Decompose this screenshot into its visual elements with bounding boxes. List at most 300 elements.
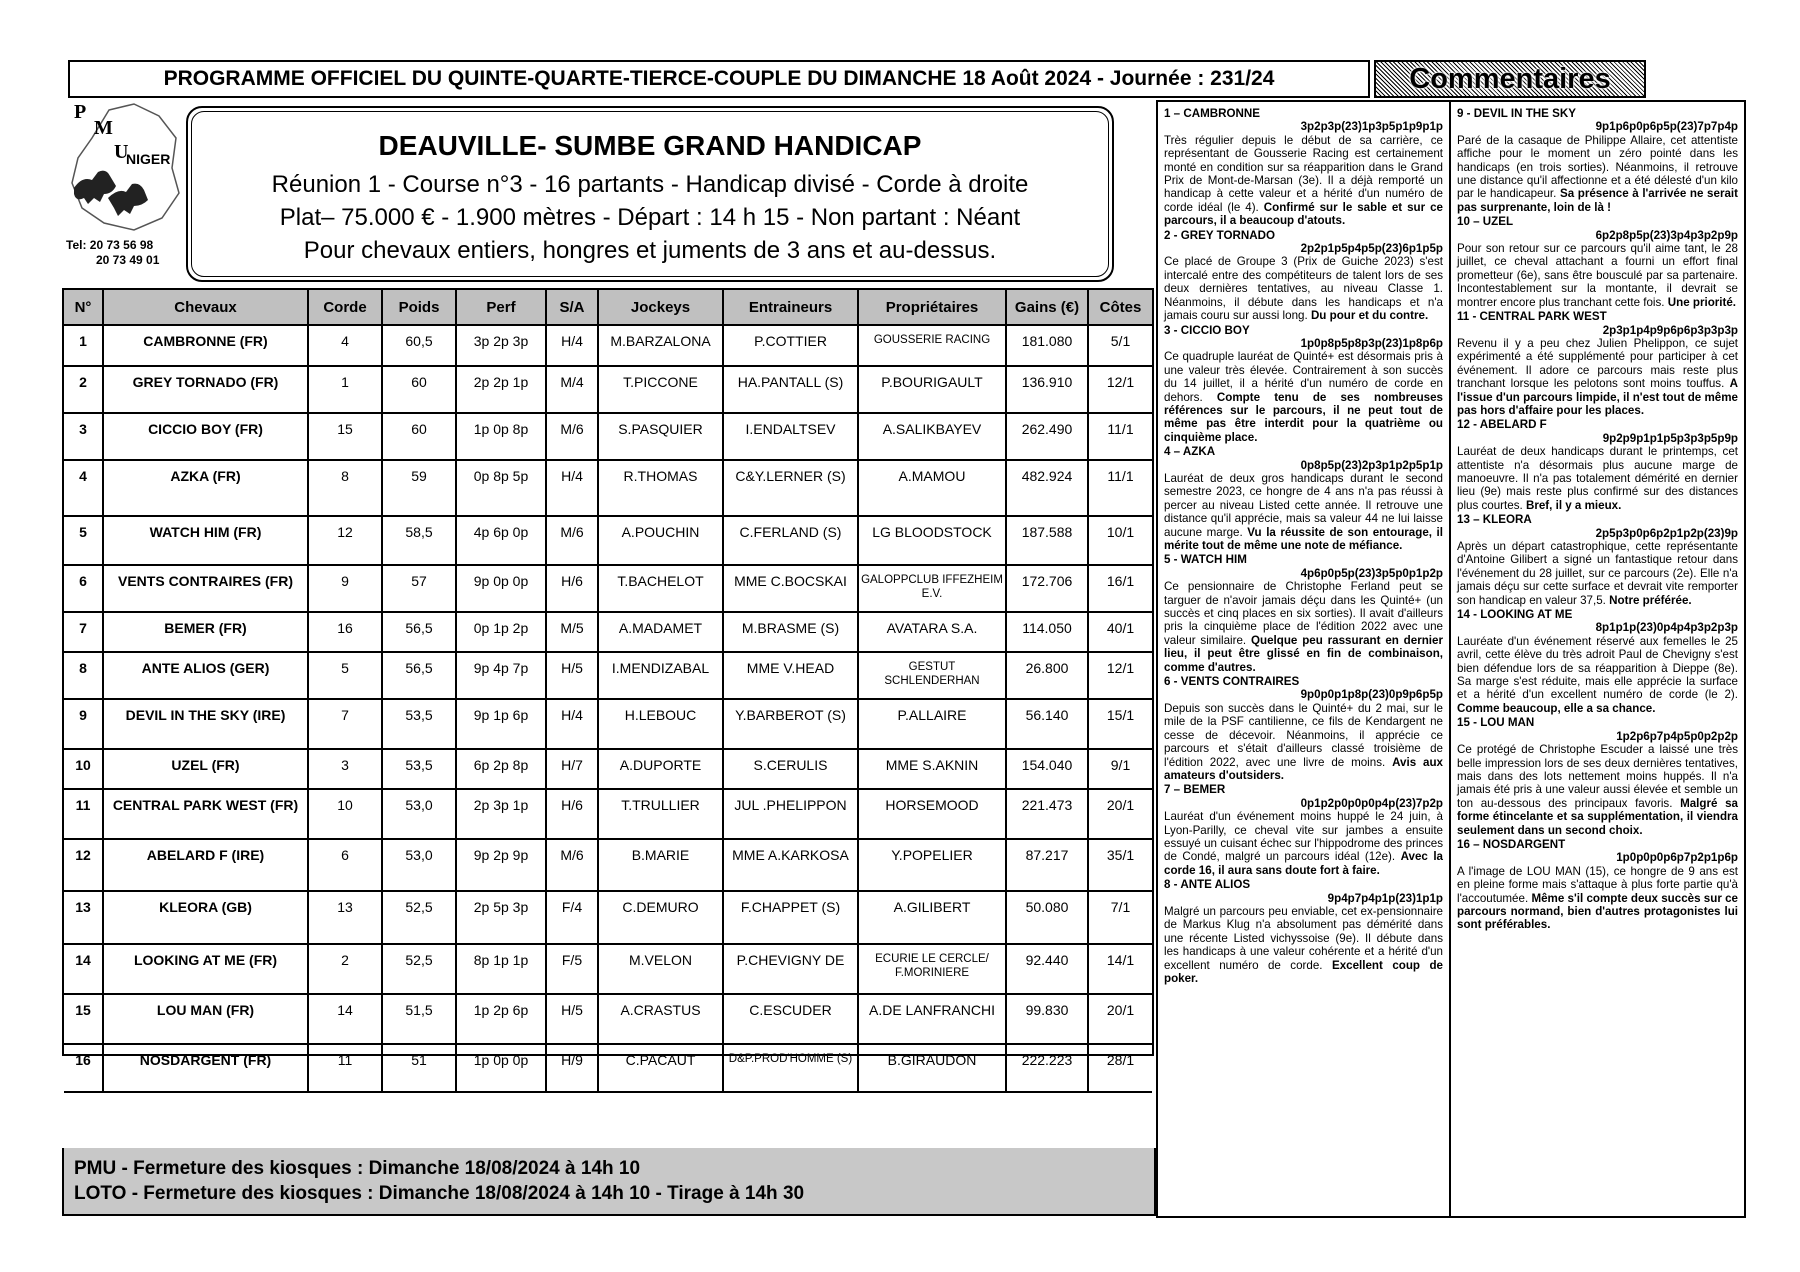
comment-body: Très régulier depuis le début de sa carrière, ce représentant de Gousserie Racing est certainement monté en condition sur sa réapparition dans le Grand Prix de Mont-de-Marsan (3e). Il a déjà remporté un handicap à cette valeur et a hérité d'un numéro de corde idéal (le 4). — [1164, 133, 1443, 214]
table-cell: P.ALLAIRE — [859, 700, 1007, 750]
table-cell: 10 — [309, 790, 383, 840]
comment-text — [1457, 635, 1738, 715]
table-cell: 2p 5p 3p — [457, 892, 547, 945]
table-cell: 9p 2p 9p — [457, 840, 547, 892]
table-cell: A.MAMOU — [859, 461, 1007, 517]
table-header-row — [64, 290, 1152, 326]
column-header: Jockeys — [599, 290, 724, 326]
table-cell: H/9 — [547, 1045, 599, 1093]
table-cell: M.BARZALONA — [599, 326, 724, 367]
table-cell: S.CERULIS — [724, 750, 859, 790]
column-header: Côtes — [1089, 290, 1152, 326]
comment-verdict: Malgré sa forme étincelante et sa supplémentation, il viendra seulement dans un second choix. — [1457, 796, 1738, 837]
table-cell: DEVIL IN THE SKY (IRE) — [104, 700, 309, 750]
table-cell: 6 — [64, 566, 104, 613]
table-cell: F/4 — [547, 892, 599, 945]
table-cell: Y.POPELIER — [859, 840, 1007, 892]
table-cell: AZKA (FR) — [104, 461, 309, 517]
table-cell: 92.440 — [1007, 945, 1089, 995]
table-cell: 2p 3p 1p — [457, 790, 547, 840]
table-row — [64, 945, 1152, 995]
table-cell: 7 — [309, 700, 383, 750]
table-cell: 26.800 — [1007, 653, 1089, 700]
table-cell: A.SALIKBAYEV — [859, 414, 1007, 461]
table-cell: 52,5 — [383, 945, 457, 995]
table-cell: C.ESCUDER — [724, 995, 859, 1045]
table-cell: 6p 2p 8p — [457, 750, 547, 790]
table-cell: 40/1 — [1089, 613, 1152, 653]
table-cell: 3 — [309, 750, 383, 790]
comment-body: Après un départ catastrophique, cette représentante d'Antoine Gilibert a signé un fantastique retour dans l'événement du 28 juillet, sur ce parcours (2e). Elle n'a jamais déçu sur cette surface et devrait vite remporter son handicap en valeur 37,5. — [1457, 540, 1738, 607]
comment-body: Ce pensionnaire de Christophe Ferland peut se targuer de n'avoir jamais déçu dans les Quinté+ (un succès et cinq places en six sorties). Il avait d'ailleurs pris la cinquième place de l'édition 2022 avec une valeur similaire. — [1164, 580, 1443, 647]
table-cell: 15/1 — [1089, 700, 1152, 750]
comment-verdict: Avec la corde 16, il aura sans doute fort à faire. — [1164, 850, 1443, 877]
loto-closing-line: LOTO - Fermeture des kiosques : Dimanche 18/08/2024 à 14h 10 - Tirage à 14h 30 — [74, 1183, 805, 1204]
comment-performance: 4p6p0p5p(23)3p5p0p1p2p — [1300, 566, 1443, 580]
comment-performance: 0p1p2p0p0p0p4p(23)7p2p — [1300, 796, 1443, 810]
table-cell: 9 — [309, 566, 383, 613]
comment-horse-title: 3 - CICCIO BOY — [1164, 323, 1250, 337]
comment-horse-title: 1 – CAMBRONNE — [1164, 107, 1260, 120]
table-cell: 7 — [64, 613, 104, 653]
comment-performance: 1p2p6p7p4p5p0p2p2p — [1616, 729, 1738, 743]
comment-text — [1164, 810, 1443, 877]
table-cell: LG BLOODSTOCK — [859, 517, 1007, 566]
table-cell: CICCIO BOY (FR) — [104, 414, 309, 461]
comment-body: Ce protégé de Christophe Escuder a laissé une très belle impression lors de ses deux dernières tentatives, mais dans des lots nettement moins huppés. Il n'a jamais été pris à une valeur aussi élevée et semble un ton au-dessous des principaux favoris. — [1457, 743, 1738, 810]
comment-verdict: Quelque peu rassurant en dernier lieu, il peut être glissé en fin de combinaison, comme d'autres. — [1164, 633, 1443, 674]
table-cell: GREY TORNADO (FR) — [104, 367, 309, 414]
comment-body: Lauréat de deux handicaps durant le printemps, cet attentiste n'a désormais plus aucune marge de manoeuvre. Il n'a pas totalement démérité en dernier lieu (9e) mais reste plus confirmé sur des distances plus courtes. — [1457, 445, 1738, 512]
table-cell: H/4 — [547, 326, 599, 367]
table-cell: 262.490 — [1007, 414, 1089, 461]
phone-line-2: 20 73 49 01 — [96, 253, 160, 267]
column-header: Chevaux — [104, 290, 309, 326]
comment-verdict: Compte tenu de ses nombreuses références sur le parcours, il ne peut tout de même pas être interdit pour la quatrième ou cinquième place. — [1164, 390, 1443, 444]
comment-horse-title: 11 - CENTRAL PARK WEST — [1457, 310, 1607, 324]
table-cell: I.MENDIZABAL — [599, 653, 724, 700]
table-cell: 1 — [64, 326, 104, 367]
table-cell: 12 — [309, 517, 383, 566]
table-cell: 4 — [309, 326, 383, 367]
table-cell: 53,5 — [383, 700, 457, 750]
comment-verdict: Avis aux amateurs d'outsiders. — [1164, 755, 1443, 782]
comment-text — [1457, 242, 1738, 309]
table-cell: A.GILIBERT — [859, 892, 1007, 945]
comment-body: Lauréat de deux gros handicaps durant le second semestre 2023, ce hongre de 4 ans n'a pas réussi à percer au niveau Listed cette année. Il retrouve une distance qu'il apprécie, mais sa valeur 44 ne lui laisse aucune marge. — [1164, 471, 1443, 539]
table-row — [64, 1045, 1152, 1093]
table-cell: 4p 6p 0p — [457, 517, 547, 566]
page-title: PROGRAMME OFFICIEL DU QUINTE-QUARTE-TIERCE-COUPLE DU DIMANCHE 18 Août 2024 - Journée : 231/24 — [68, 60, 1370, 98]
table-cell: MME S.AKNIN — [859, 750, 1007, 790]
logo-niger-text: NIGER — [126, 151, 171, 167]
table-cell: 6 — [309, 840, 383, 892]
table-cell: 0p 1p 2p — [457, 613, 547, 653]
table-cell: KLEORA (GB) — [104, 892, 309, 945]
table-cell: B.MARIE — [599, 840, 724, 892]
logo-letter-m: M — [94, 117, 113, 139]
table-cell: C.DEMURO — [599, 892, 724, 945]
table-cell: 11/1 — [1089, 461, 1152, 517]
table-cell: 482.924 — [1007, 461, 1089, 517]
table-cell: 53,0 — [383, 840, 457, 892]
table-cell: H/6 — [547, 566, 599, 613]
table-cell: 20/1 — [1089, 790, 1152, 840]
table-cell: 50.080 — [1007, 892, 1089, 945]
phone-line-1: Tel: 20 73 56 98 — [66, 238, 154, 252]
comment-horse-title: 4 – AZKA — [1164, 445, 1216, 459]
table-cell: A.DE LANFRANCHI — [859, 995, 1007, 1045]
table-cell: 12 — [64, 840, 104, 892]
table-cell: 56,5 — [383, 613, 457, 653]
table-cell: 9p 0p 0p — [457, 566, 547, 613]
comment-horse-title: 6 - VENTS CONTRAIRES — [1164, 675, 1300, 689]
table-cell: GOUSSERIE RACING — [859, 326, 1007, 367]
table-cell: 60,5 — [383, 326, 457, 367]
comment-horse-title: 13 – KLEORA — [1457, 513, 1532, 527]
table-cell: A.MADAMET — [599, 613, 724, 653]
table-cell: 5 — [309, 653, 383, 700]
table-cell: H/6 — [547, 790, 599, 840]
race-name: DEAUVILLE- SUMBE GRAND HANDICAP — [378, 130, 922, 161]
phone-numbers — [66, 238, 186, 268]
table-cell: C&Y.LERNER (S) — [724, 461, 859, 517]
table-cell: GALOPPCLUB IFFEZHEIM E.V. — [859, 566, 1007, 613]
comment-performance: 9p1p6p0p6p5p(23)7p7p4p — [1595, 120, 1738, 134]
table-cell: I.ENDALTSEV — [724, 414, 859, 461]
table-cell: 51 — [383, 1045, 457, 1093]
table-cell: P.BOURIGAULT — [859, 367, 1007, 414]
table-cell: AVATARA S.A. — [859, 613, 1007, 653]
table-row — [64, 414, 1152, 461]
table-cell: 28/1 — [1089, 1045, 1152, 1093]
logo-letter-u: U — [114, 141, 129, 163]
table-cell: JUL .PHELIPPON — [724, 790, 859, 840]
comment-performance: 9p2p9p1p1p5p3p3p5p9p — [1602, 431, 1738, 445]
table-cell: M.BRASME (S) — [724, 613, 859, 653]
table-cell: NOSDARGENT (FR) — [104, 1045, 309, 1093]
table-cell: 10 — [64, 750, 104, 790]
table-cell: 56.140 — [1007, 700, 1089, 750]
table-cell: 57 — [383, 566, 457, 613]
table-cell: M/4 — [547, 367, 599, 414]
table-cell: HA.PANTALL (S) — [724, 367, 859, 414]
table-cell: 13 — [64, 892, 104, 945]
table-cell: T.BACHELOT — [599, 566, 724, 613]
table-cell: M/6 — [547, 517, 599, 566]
column-header: Perf — [457, 290, 547, 326]
comment-performance: 9p4p7p4p1p(23)1p1p — [1327, 891, 1443, 905]
table-cell: 14 — [309, 995, 383, 1045]
comment-horse-title: 15 - LOU MAN — [1457, 716, 1535, 730]
table-cell: 7/1 — [1089, 892, 1152, 945]
table-cell: H.LEBOUC — [599, 700, 724, 750]
table-cell: T.PICCONE — [599, 367, 724, 414]
table-cell: LOOKING AT ME (FR) — [104, 945, 309, 995]
table-row — [64, 892, 1152, 945]
table-cell: ABELARD F (IRE) — [104, 840, 309, 892]
table-cell: 13 — [309, 892, 383, 945]
comment-verdict: Confirmé sur le sable et sur ce parcours, il a beaucoup d'atouts. — [1164, 200, 1443, 228]
comment-horse-title: 12 - ABELARD F — [1457, 418, 1547, 432]
comment-body: Pour son retour sur ce parcours qu'il aime tant, le 28 juillet, ce cheval attachant a fourni un effort final prometteur (6e), sans être bousculé par sa partenaire. Incontestablement sur la montante, il devrait se montrer encore plus tranchant cette fois. — [1457, 242, 1738, 309]
table-cell: C.FERLAND (S) — [724, 517, 859, 566]
table-cell: F.CHAPPET (S) — [724, 892, 859, 945]
table-cell: 10/1 — [1089, 517, 1152, 566]
table-cell: 114.050 — [1007, 613, 1089, 653]
comment-body: Revenu il y a peu chez Julien Phelippon, ce sujet expérimenté a été supplémenté pour participer à cet événement. Il adore ce parcours mais reste plus tranchant lorsque les pelotons sont moins touffus. — [1457, 336, 1738, 391]
table-cell: T.TRULLIER — [599, 790, 724, 840]
race-info-box — [186, 106, 1114, 282]
table-cell: 56,5 — [383, 653, 457, 700]
table-row — [64, 653, 1152, 700]
comment-verdict: Comme beaucoup, elle a sa chance. — [1457, 701, 1656, 715]
comment-text — [1457, 743, 1738, 837]
table-cell: P.COTTIER — [724, 326, 859, 367]
table-cell: 1p 0p 8p — [457, 414, 547, 461]
table-cell: H/4 — [547, 700, 599, 750]
table-cell: R.THOMAS — [599, 461, 724, 517]
table-cell: 222.223 — [1007, 1045, 1089, 1093]
comments-column-right — [1451, 102, 1744, 1216]
table-cell: 2 — [309, 945, 383, 995]
table-cell: 20/1 — [1089, 995, 1152, 1045]
comment-text — [1457, 134, 1738, 214]
comment-body: Depuis son succès dans le Quinté+ du 2 mai, sur le mile de la PSF cantilienne, ce fils de Kendargent ne cesse de décevoir. Néanmoins, il apprécie ce parcours et s'était d'ailleurs classé troisième de l'édition 2022, avec une livre de moins. — [1164, 701, 1443, 769]
comment-horse-title: 2 - GREY TORNADO — [1164, 228, 1276, 242]
table-cell: 87.217 — [1007, 840, 1089, 892]
comment-performance: 2p3p1p4p9p6p6p3p3p3p — [1602, 323, 1738, 337]
table-cell: LOU MAN (FR) — [104, 995, 309, 1045]
comment-verdict: Du pour et du contre. — [1310, 309, 1429, 323]
comment-text — [1164, 905, 1443, 985]
table-cell: 3p 2p 3p — [457, 326, 547, 367]
table-row — [64, 995, 1152, 1045]
table-cell: 9/1 — [1089, 750, 1152, 790]
comment-performance: 2p5p3p0p6p2p1p2p(23)9p — [1595, 526, 1738, 540]
table-cell: 53,0 — [383, 790, 457, 840]
comment-text — [1164, 472, 1443, 552]
table-cell: 15 — [309, 414, 383, 461]
comment-performance: 9p0p0p1p8p(23)0p9p6p5p — [1300, 688, 1443, 702]
table-row — [64, 517, 1152, 566]
table-cell: M/6 — [547, 414, 599, 461]
table-cell: 58,5 — [383, 517, 457, 566]
table-row — [64, 566, 1152, 613]
comment-text — [1164, 580, 1443, 674]
table-row — [64, 326, 1152, 367]
table-cell: F/5 — [547, 945, 599, 995]
table-cell: 8 — [64, 653, 104, 700]
race-details-1: Réunion 1 - Course n°3 - 16 partants - Handicap divisé - Corde à droite — [271, 171, 1029, 198]
table-cell: 221.473 — [1007, 790, 1089, 840]
table-cell: 15 — [64, 995, 104, 1045]
table-cell: 5/1 — [1089, 326, 1152, 367]
table-cell: H/5 — [547, 653, 599, 700]
comment-verdict: Excellent coup de poker. — [1164, 958, 1443, 985]
table-row — [64, 367, 1152, 414]
table-cell: 5 — [64, 517, 104, 566]
table-cell: HORSEMOOD — [859, 790, 1007, 840]
table-row — [64, 700, 1152, 750]
table-cell: 59 — [383, 461, 457, 517]
comments-header-label: Commentaires — [1409, 62, 1611, 95]
table-cell: 1p 0p 0p — [457, 1045, 547, 1093]
table-cell: 60 — [383, 414, 457, 461]
comment-body: A l'image de LOU MAN (15), ce hongre de 9 ans est en pleine forme mais s'attaque à plus forte partie qu'à l'accoutumée. — [1457, 864, 1738, 905]
pmu-closing-line: PMU - Fermeture des kiosques : Dimanche 18/08/2024 à 14h 10 — [74, 1158, 641, 1179]
comment-body: Ce quadruple lauréat de Quinté+ est désormais pris à une valeur très élevée. Contrairement à son succès du 14 juillet, il a hérité d'un numéro de corde en dehors. — [1164, 350, 1443, 404]
table-cell: 4 — [64, 461, 104, 517]
table-cell: MME A.KARKOSA — [724, 840, 859, 892]
comment-body: Lauréat d'un événement moins huppé le 24 juin, à Lyon-Parilly, ce cheval vite sur jambes a ensuite essuyé un cuisant échec sur l'hippodrome des princes de Condé, malgré un parcours idéal (12e). — [1164, 810, 1443, 864]
race-details-3: Pour chevaux entiers, hongres et juments de 3 ans et au-dessus. — [303, 237, 997, 264]
table-cell: 14 — [64, 945, 104, 995]
comment-performance: 1p0p0p0p6p7p2p1p6p — [1616, 851, 1738, 865]
table-row — [64, 613, 1152, 653]
comment-text — [1164, 350, 1443, 444]
table-cell: 60 — [383, 367, 457, 414]
table-cell: 8p 1p 1p — [457, 945, 547, 995]
comment-performance: 0p8p5p(23)2p3p1p2p5p1p — [1300, 458, 1443, 472]
table-cell: 12/1 — [1089, 653, 1152, 700]
comment-verdict: Vu la réussite de son entourage, il mérite tout de même une note de méfiance. — [1164, 525, 1443, 552]
table-cell: A.POUCHIN — [599, 517, 724, 566]
comment-verdict: Une priorité. — [1667, 295, 1737, 309]
comments-column-left — [1158, 102, 1451, 1216]
comment-horse-title: 8 - ANTE ALIOS — [1164, 878, 1251, 892]
comment-text — [1457, 337, 1738, 417]
comment-performance: 3p2p3p(23)1p3p5p1p9p1p — [1300, 120, 1443, 134]
table-cell: UZEL (FR) — [104, 750, 309, 790]
comment-text — [1457, 865, 1738, 932]
comment-body: Ce placé de Groupe 3 (Prix de Guiche 2023) s'est intercalé entre des compétiteurs de talent lors de ses deux dernières tentatives, au niveau Classe 1. Néanmoins, il débute dans les handicaps et n'a jamais couru sur aussi long. — [1164, 255, 1443, 323]
pmu-niger-logo — [64, 98, 184, 238]
kiosk-closing-footer — [62, 1148, 1156, 1216]
table-cell: 0p 8p 5p — [457, 461, 547, 517]
table-cell: 1p 2p 6p — [457, 995, 547, 1045]
table-row — [64, 790, 1152, 840]
table-cell: 154.040 — [1007, 750, 1089, 790]
table-cell: H/7 — [547, 750, 599, 790]
table-cell: D&P.PROD'HOMME (S) — [724, 1045, 859, 1093]
table-cell: 9p 1p 6p — [457, 700, 547, 750]
column-header: S/A — [547, 290, 599, 326]
table-cell: A.CRASTUS — [599, 995, 724, 1045]
table-cell: P.CHEVIGNY DE — [724, 945, 859, 995]
comment-performance: 8p1p1p(23)0p4p4p3p2p3p — [1595, 621, 1738, 635]
table-cell: 99.830 — [1007, 995, 1089, 1045]
table-cell: M/5 — [547, 613, 599, 653]
comment-verdict: Bref, il y a mieux. — [1525, 498, 1622, 512]
table-cell: 51,5 — [383, 995, 457, 1045]
comment-text — [1164, 255, 1443, 322]
table-row — [64, 840, 1152, 892]
comment-horse-title: 5 - WATCH HIM — [1164, 553, 1247, 567]
table-cell: VENTS CONTRAIRES (FR) — [104, 566, 309, 613]
table-cell: M/6 — [547, 840, 599, 892]
comment-text — [1457, 445, 1738, 512]
table-cell: 16 — [64, 1045, 104, 1093]
table-cell: C.PACAUT — [599, 1045, 724, 1093]
table-row — [64, 750, 1152, 790]
comment-performance: 2p2p1p5p4p5p(23)6p1p5p — [1300, 242, 1443, 256]
table-cell: M.VELON — [599, 945, 724, 995]
comment-body: Paré de la casaque de Philippe Allaire, cet attentiste affiche pour le moment un zéro pointé dans les handicaps (en trois sorties). Néanmoins, il retrouve une distance qu'il affectionne et a été délesté d'un kilo par le handicapeur. — [1457, 133, 1738, 201]
table-cell: 136.910 — [1007, 367, 1089, 414]
table-cell: 14/1 — [1089, 945, 1152, 995]
runners-table — [62, 288, 1154, 1068]
comment-horse-title: 10 – UZEL — [1457, 215, 1514, 229]
table-cell: H/5 — [547, 995, 599, 1045]
column-header: N° — [64, 290, 104, 326]
comment-horse-title: 16 – NOSDARGENT — [1457, 837, 1566, 851]
comment-verdict: Notre préférée. — [1609, 593, 1692, 607]
table-cell: 11 — [64, 790, 104, 840]
table-cell: 2 — [64, 367, 104, 414]
table-cell: 1 — [309, 367, 383, 414]
race-details-2: Plat– 75.000 € - 1.900 mètres - Départ : 14 h 15 - Non partant : Néant — [279, 204, 1021, 231]
table-cell: 172.706 — [1007, 566, 1089, 613]
comment-text — [1457, 540, 1738, 607]
comment-verdict: A l'issue d'un parcours limpide, il n'est tout de même pas hors d'affaire pour les places. — [1457, 377, 1738, 417]
table-cell: CAMBRONNE (FR) — [104, 326, 309, 367]
table-cell: MME C.BOCSKAI — [724, 566, 859, 613]
table-cell: 16/1 — [1089, 566, 1152, 613]
table-cell: Y.BARBEROT (S) — [724, 700, 859, 750]
comment-verdict: Même s'il compte deux succès sur ce parcours normand, bien d'autres protagonistes lui sont préférables. — [1457, 891, 1738, 932]
table-cell: H/4 — [547, 461, 599, 517]
table-cell: 187.588 — [1007, 517, 1089, 566]
table-cell: S.PASQUIER — [599, 414, 724, 461]
table-cell: 3 — [64, 414, 104, 461]
column-header: Entraineurs — [724, 290, 859, 326]
column-header: Corde — [309, 290, 383, 326]
table-cell: WATCH HIM (FR) — [104, 517, 309, 566]
table-cell: 11/1 — [1089, 414, 1152, 461]
table-cell: 9 — [64, 700, 104, 750]
table-cell: 2p 2p 1p — [457, 367, 547, 414]
comments-panel — [1156, 100, 1746, 1218]
table-cell: MME V.HEAD — [724, 653, 859, 700]
table-cell: 181.080 — [1007, 326, 1089, 367]
comment-text — [1164, 702, 1443, 782]
comment-text — [1164, 134, 1443, 228]
table-cell: ECURIE LE CERCLE/ F.MORINIERE — [859, 945, 1007, 995]
column-header: Gains (€) — [1007, 290, 1089, 326]
table-cell: 16 — [309, 613, 383, 653]
table-cell: 11 — [309, 1045, 383, 1093]
table-cell: CENTRAL PARK WEST (FR) — [104, 790, 309, 840]
table-row — [64, 461, 1152, 517]
comment-body: Lauréate d'un événement réservé aux femelles le 25 avril, cette élève du très adroit Paul de Chevigny s'est bien défendue lors de sa réapparition à Dieppe (8e). Sa marge s'est réduite, mais elle apprécie la surface et a hérité d'un excellent numéro de corde (le 2). — [1457, 634, 1738, 702]
table-cell: 53,5 — [383, 750, 457, 790]
comment-performance: 1p0p8p5p8p3p(23)1p8p6p — [1300, 336, 1443, 350]
column-header: Propriétaires — [859, 290, 1007, 326]
table-cell: GESTUT SCHLENDERHAN — [859, 653, 1007, 700]
table-cell: B.GIRAUDON — [859, 1045, 1007, 1093]
table-cell: BEMER (FR) — [104, 613, 309, 653]
table-cell: ANTE ALIOS (GER) — [104, 653, 309, 700]
table-cell: 8 — [309, 461, 383, 517]
table-cell: 35/1 — [1089, 840, 1152, 892]
table-cell: 9p 4p 7p — [457, 653, 547, 700]
comments-header — [1374, 60, 1646, 98]
comment-body: Malgré un parcours peu enviable, cet ex-pensionnaire de Markus Klug n'a absolument pas démérité dans une récente Listed vichyssoise (9e). Il débute dans les handicaps à une valeur cohérente et a hérité d'un excellent numéro de corde. — [1164, 904, 1443, 972]
comment-horse-title: 7 – BEMER — [1164, 783, 1226, 797]
comment-horse-title: 14 - LOOKING AT ME — [1457, 608, 1573, 622]
logo-letter-p: P — [74, 101, 87, 123]
